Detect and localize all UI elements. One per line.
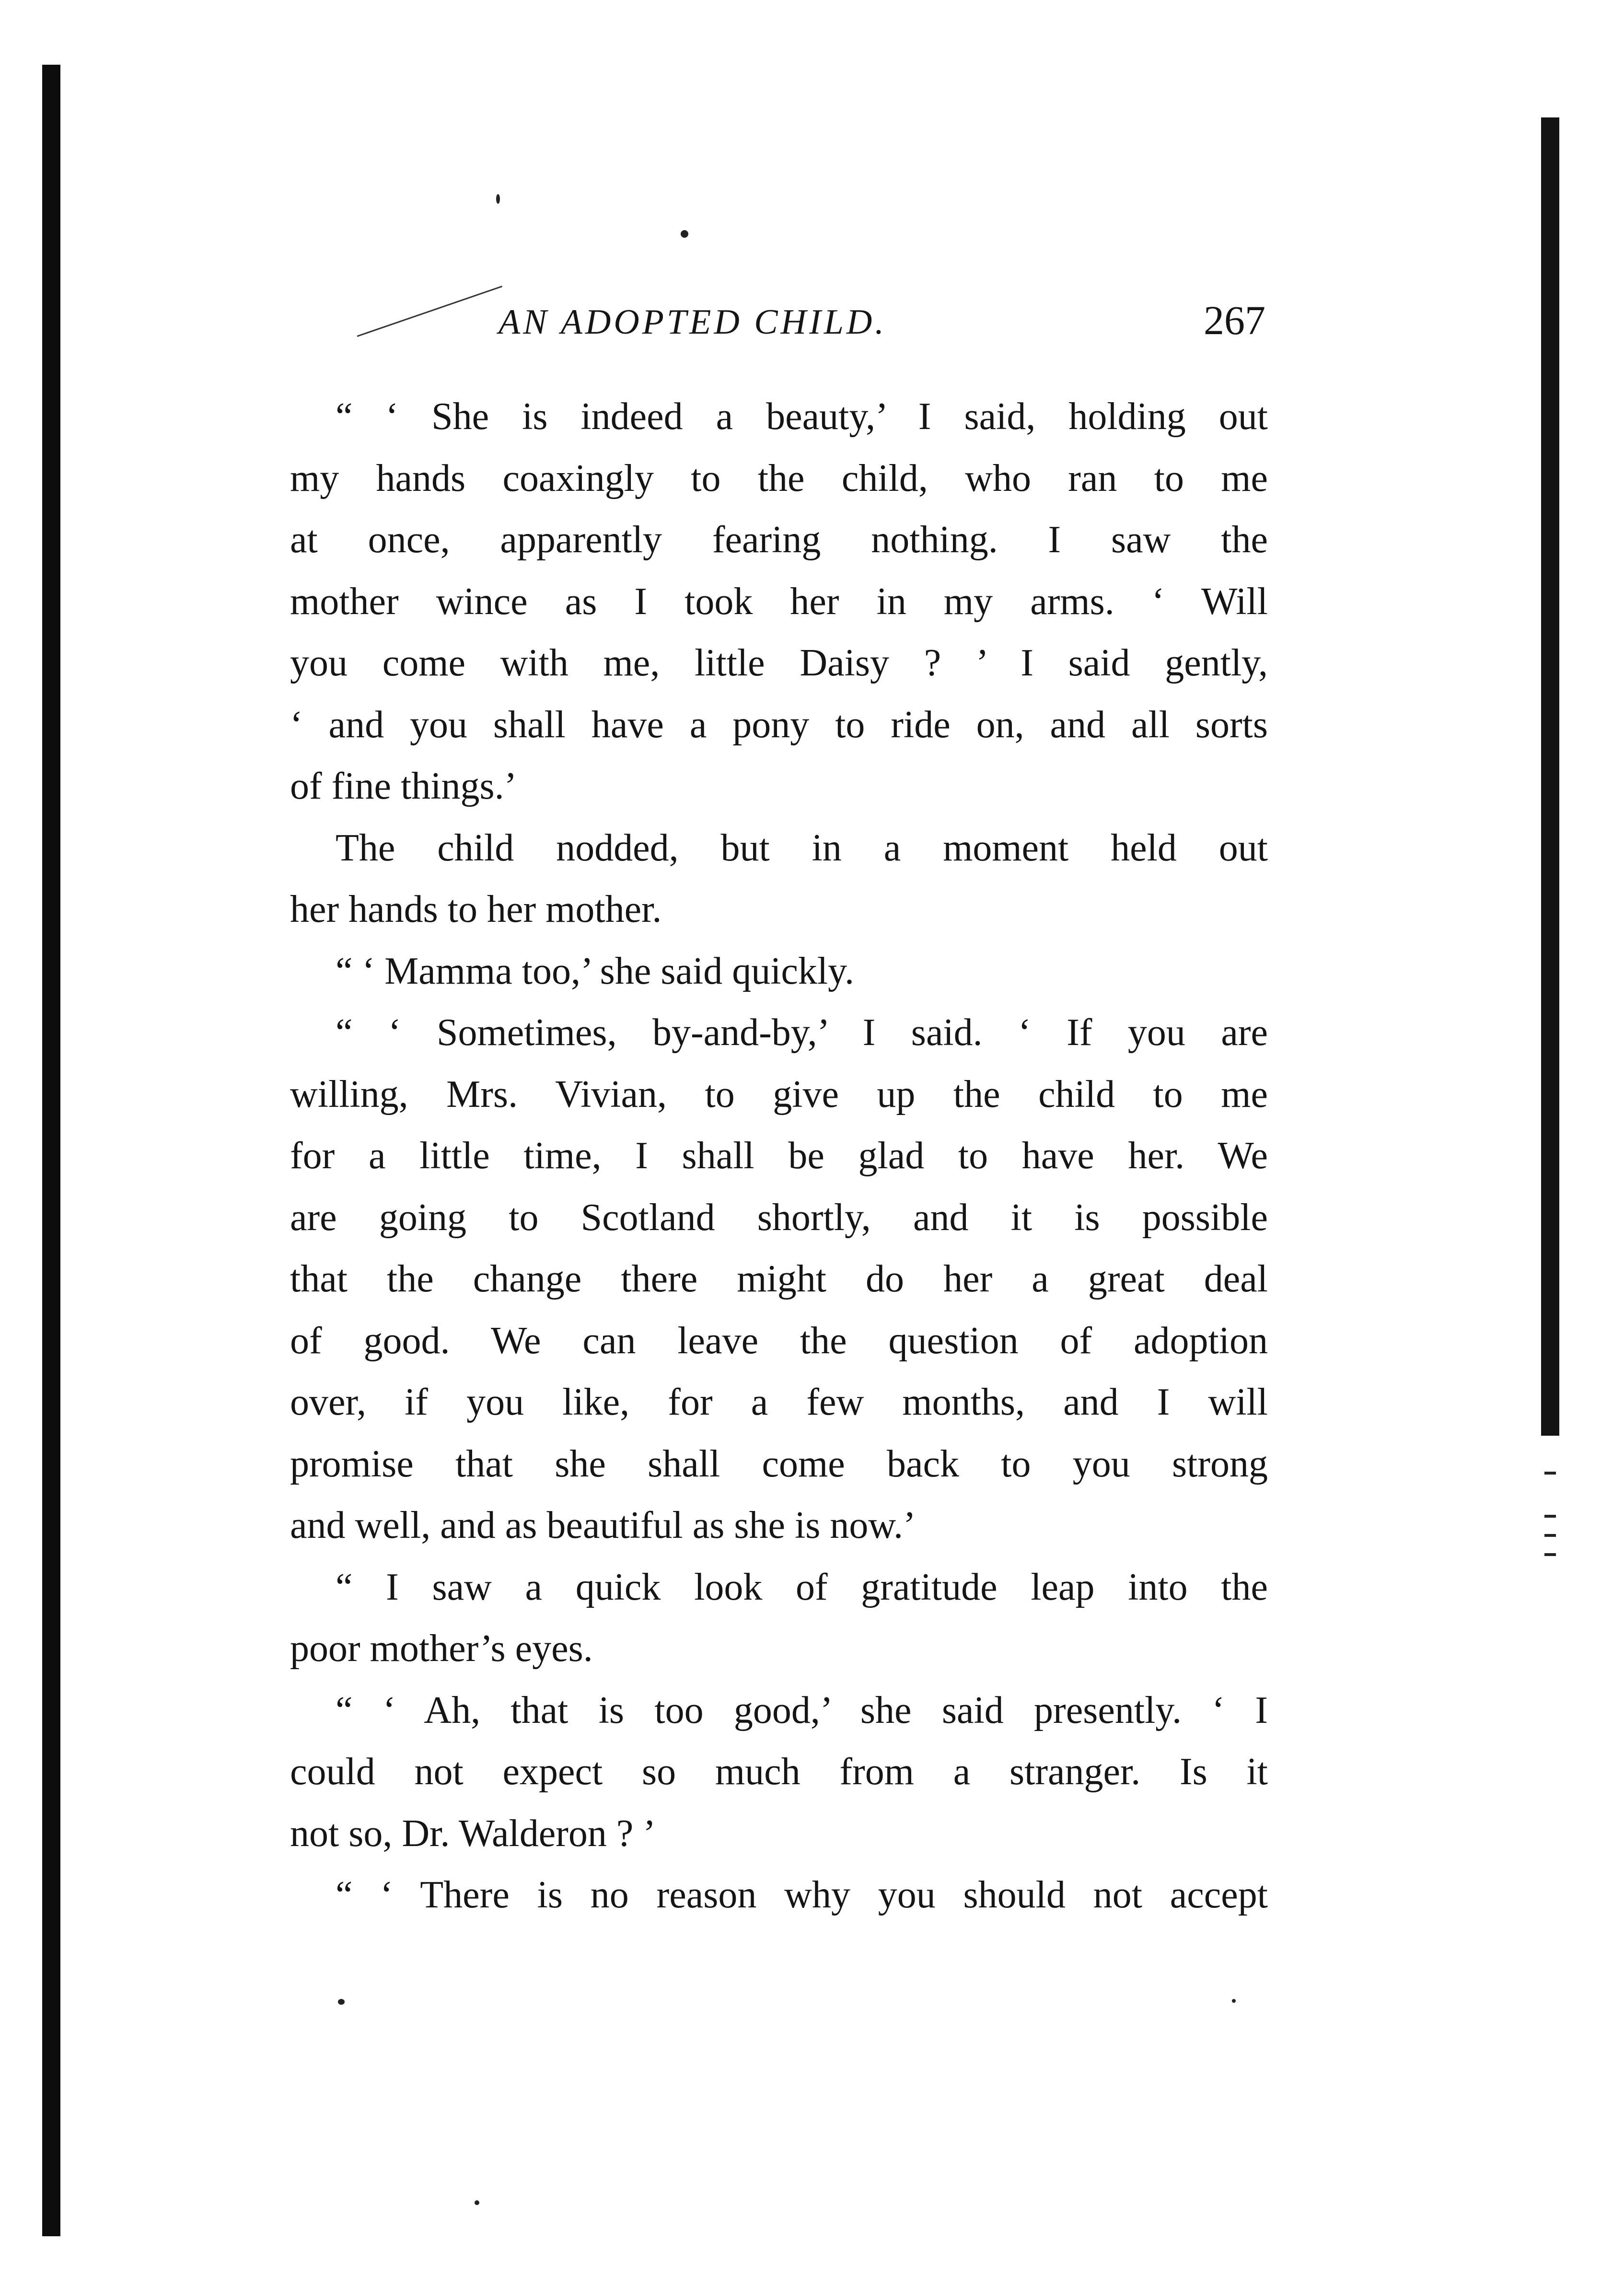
text-line: not so, Dr. Walderon ? ’ [290, 1812, 656, 1855]
text-line: my hands coaxingly to the child, who ran to me [290, 457, 1268, 500]
text-line: “ ‘ There is no reason why you should not accept [336, 1874, 1268, 1916]
text-line: of good. We can leave the question of adoption [290, 1319, 1268, 1362]
edge-mark [1544, 1534, 1556, 1537]
text-line: promise that she shall come back to you strong [290, 1442, 1268, 1485]
pen-stroke [357, 286, 503, 337]
text-line: “ ‘ Ah, that is too good,’ she said presently. ‘ I [336, 1689, 1268, 1731]
page-number: 267 [1204, 297, 1265, 343]
body-text [290, 386, 1268, 1926]
text-line: “ ‘ She is indeed a beauty,’ I said, holding out [336, 395, 1268, 438]
text-line: willing, Mrs. Vivian, to give up the child to me [290, 1073, 1268, 1115]
edge-mark [1544, 1472, 1556, 1475]
text-line: of fine things.’ [290, 765, 517, 807]
right-binding-edge [1541, 117, 1559, 1436]
text-line: that the change there might do her a great deal [290, 1258, 1268, 1300]
left-binding-edge [42, 65, 60, 2236]
text-line: you come with me, little Daisy ? ’ I said gently, [290, 642, 1268, 684]
ink-speck [1232, 1999, 1236, 2003]
text-line: The child nodded, but in a moment held out [336, 826, 1268, 869]
text-line: mother wince as I took her in my arms. ‘ Will [290, 580, 1268, 623]
page-header [292, 296, 1265, 354]
edge-mark [1544, 1553, 1556, 1556]
running-title: AN ADOPTED CHILD. [499, 302, 887, 342]
ink-speck [338, 1999, 345, 2005]
ink-speck [475, 2200, 479, 2205]
text-line: are going to Scotland shortly, and it is possible [290, 1196, 1268, 1239]
text-line: could not expect so much from a stranger. Is it [290, 1751, 1268, 1793]
text-line: ‘ and you shall have a pony to ride on, and all sorts [290, 703, 1268, 746]
text-line: her hands to her mother. [290, 888, 662, 930]
text-line: “ ‘ Sometimes, by-and-by,’ I said. ‘ If you are [336, 1011, 1268, 1054]
text-line: “ I saw a quick look of gratitude leap into the [336, 1566, 1268, 1608]
text-line: for a little time, I shall be glad to have her. We [290, 1135, 1268, 1177]
text-line: poor mother’s eyes. [290, 1627, 593, 1670]
text-line: at once, apparently fearing nothing. I saw the [290, 519, 1268, 561]
text-line: over, if you like, for a few months, and I will [290, 1381, 1268, 1423]
ink-speck [681, 230, 688, 238]
text-line: “ ‘ Mamma too,’ she said quickly. [336, 950, 854, 992]
text-line: and well, and as beautiful as she is now.’ [290, 1504, 916, 1546]
edge-mark [1544, 1515, 1556, 1518]
ink-speck [496, 194, 500, 204]
